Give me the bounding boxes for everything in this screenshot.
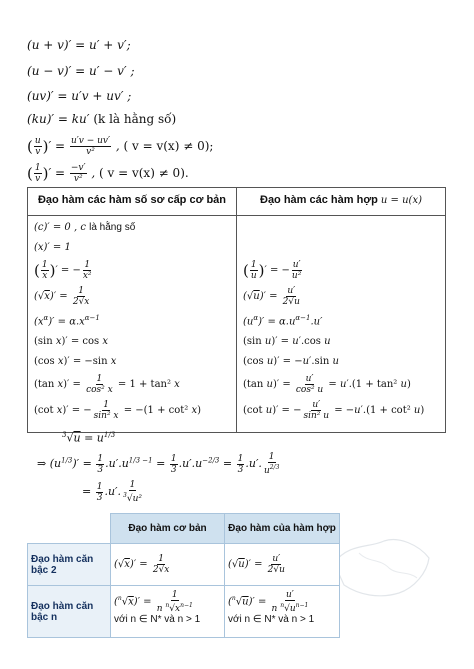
comp-cot: (cot u)′ = − $\frac{u'}{\text{sin² u}}$ = −u′.(1 + cot² u) bbox=[243, 400, 425, 421]
basic-identity: (x)′ = 1 bbox=[34, 242, 71, 253]
header-composite-math: u = u(x) bbox=[380, 195, 422, 206]
derivation-line-2: ⇒ $(u^{1/3})'$ = $\frac{1}{3}$ $.u'.u^{1/3 -1}$ = $\frac{1}{3}$ $.u'.u^{-2/3}$ = $\frac{1}{3}$ .u′. $\frac{1}{u^{2/3}}$ bbox=[37, 452, 280, 476]
basic-cot: (cot x)′ = − $\frac{1}{\text{sin² x}}$ = −(1 + cot² x) bbox=[34, 400, 202, 421]
row-sqrt-label: Đạo hàm căn bậc 2 bbox=[28, 544, 111, 586]
root-derivative-table bbox=[27, 513, 340, 638]
derivative-table bbox=[27, 187, 446, 433]
comp-sin: (sin u)′ = u′.cos u bbox=[243, 336, 331, 347]
comp-cos: (cos u)′ = −u′.sin u bbox=[243, 356, 339, 367]
comp-tan: (tan u)′ = $\frac{u'}{\text{cos² u}}$ = u′.(1 + tan² u) bbox=[243, 374, 411, 395]
rule-sum: (u + v)′ = u′ + v′; bbox=[27, 38, 131, 52]
rule-product: (uv)′ = u′v + uv′ ; bbox=[27, 89, 132, 103]
basic-constant: (c)′ = 0 , c là hằng số bbox=[34, 222, 136, 233]
quotient-condition: ( v = v(x) ≠ 0); bbox=[123, 139, 214, 153]
row-sqrt-basic: (√x)′ = $\frac{1}{2√x}$ bbox=[111, 544, 225, 586]
corner-cell bbox=[28, 514, 111, 544]
derivation-line-3: = $\frac{1}{3}$ .u′. $\frac{1}{^3√u^2}$ bbox=[82, 480, 143, 504]
k-note: (k là hằng số) bbox=[93, 112, 177, 126]
background-map-watermark bbox=[329, 533, 434, 603]
row-nroot-label: Đạo hàm căn bậc n bbox=[28, 586, 111, 638]
basic-reciprocal: ( $\frac{1}{x}$ )′ = − $\frac{1}{\text{x²}}$ bbox=[34, 260, 92, 281]
basic-power: $(x^\alpha)' = \alpha.x^{\alpha-1}$ bbox=[34, 314, 100, 328]
reciprocal-condition: ( v = v(x) ≠ 0). bbox=[99, 166, 189, 180]
row-nroot-composite: ($^n$√u)′ = $\frac{u'}{n ^n√u^{n-1}}$ với n ∈ N* và n > 1 bbox=[225, 586, 340, 638]
col-basic: Đạo hàm cơ bản bbox=[111, 514, 225, 544]
rule-difference: (u − v)′ = u′ − v′ ; bbox=[27, 64, 135, 78]
derivation-line-1: $^3√u = u^{1/3}$ bbox=[62, 431, 116, 445]
basic-list-cell bbox=[28, 216, 237, 433]
header-basic bbox=[28, 188, 237, 216]
basic-sin: (sin x)′ = cos x bbox=[34, 336, 108, 347]
header-composite-label: Đạo hàm các hàm hợp bbox=[260, 194, 378, 206]
rule-quotient: ( $\frac{u}{v}$ )′ = $\frac{u'v - uv'}{\text{v²}}$ , ( v = v(x) ≠ 0); bbox=[27, 136, 214, 157]
header-composite bbox=[237, 188, 446, 216]
row-sqrt-composite: (√u)′ = $\frac{u'}{2√u}$ bbox=[225, 544, 340, 586]
col-composite: Đạo hàm của hàm hợp bbox=[225, 514, 340, 544]
row-nroot-basic: ($^n$√x)′ = $\frac{1}{n ^n√x^{n-1}}$ với n ∈ N* và n > 1 bbox=[111, 586, 225, 638]
nroot-basic-note: với n ∈ N* và n > 1 bbox=[114, 614, 201, 625]
basic-cos: (cos x)′ = −sin x bbox=[34, 356, 117, 367]
comp-sqrt: (√u)′ = $\frac{u'}{2√u}$ bbox=[243, 286, 300, 307]
rule-constant: (ku)′ = ku′ (k là hằng số) bbox=[27, 112, 177, 126]
nroot-composite-note: với n ∈ N* và n > 1 bbox=[228, 614, 315, 625]
comp-reciprocal: ( $\frac{1}{u}$ )′ = − $\frac{u'}{\text{u²}}$ bbox=[243, 260, 302, 281]
basic-sqrt: (√x)′ = $\frac{1}{2√x}$ bbox=[34, 286, 90, 307]
composite-list-cell bbox=[237, 216, 446, 433]
header-basic-label: Đạo hàm các hàm số sơ cấp cơ bản bbox=[37, 194, 227, 206]
basic-tan: (tan x)′ = $\frac{1}{\text{cos² x}}$ = 1 + tan² x bbox=[34, 374, 180, 395]
comp-power: $(u^\alpha)' = \alpha.u^{\alpha-1}.u'$ bbox=[243, 314, 323, 328]
rule-reciprocal: ( $\frac{1}{v}$ )′ = $\frac{-v'}{\text{v²}}$ , ( v = v(x) ≠ 0). bbox=[27, 163, 189, 184]
